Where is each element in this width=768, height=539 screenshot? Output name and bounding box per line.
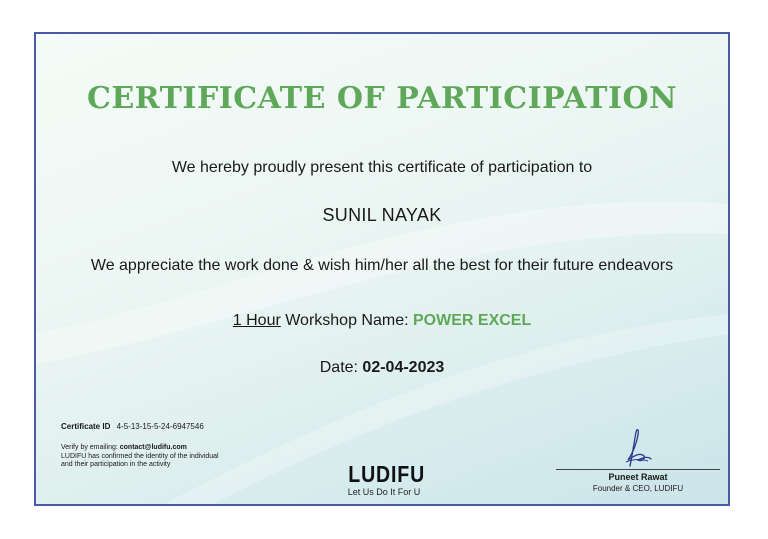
signature-line bbox=[556, 469, 720, 470]
logo-wordmark: LUDIFU bbox=[348, 461, 426, 487]
date-line bbox=[36, 359, 728, 377]
workshop-label: Workshop Name: bbox=[280, 312, 413, 329]
date-label: Date: bbox=[319, 359, 363, 376]
workshop-name: POWER EXCEL bbox=[413, 312, 532, 329]
certificate-title: CERTIFICATE OF PARTICIPATION bbox=[86, 81, 678, 116]
ludifu-logo bbox=[342, 462, 426, 497]
appreciation-text: We appreciate the work done & wish him/her all the best for their future endeavors bbox=[90, 257, 674, 274]
signature-scribble bbox=[618, 426, 654, 468]
certificate bbox=[34, 32, 730, 506]
verify-text: LUDIFU has confirmed the identity of the individual and their participation in the activity bbox=[61, 452, 219, 468]
date-value: 02-04-2023 bbox=[362, 359, 445, 376]
signatory-title: Founder & CEO, LUDIFU bbox=[592, 484, 684, 493]
workshop-duration: 1 Hour bbox=[232, 312, 281, 329]
certificate-id-label: Certificate ID bbox=[61, 422, 111, 431]
certificate-id bbox=[61, 422, 204, 431]
signatory-name: Puneet Rawat bbox=[608, 472, 668, 482]
verification-note bbox=[61, 444, 221, 470]
certificate-id-value: 4-5-13-15-5-24-6947546 bbox=[116, 422, 204, 431]
verify-prefix: Verify by emailing: bbox=[61, 444, 120, 451]
verify-email: contact@ludifu.com bbox=[119, 444, 187, 451]
workshop-line bbox=[36, 312, 728, 330]
logo-tagline: Let Us Do It For U bbox=[347, 487, 421, 497]
intro-text: We hereby proudly present this certificate of participation to bbox=[171, 159, 593, 176]
recipient-name: SUNIL NAYAK bbox=[322, 205, 442, 225]
